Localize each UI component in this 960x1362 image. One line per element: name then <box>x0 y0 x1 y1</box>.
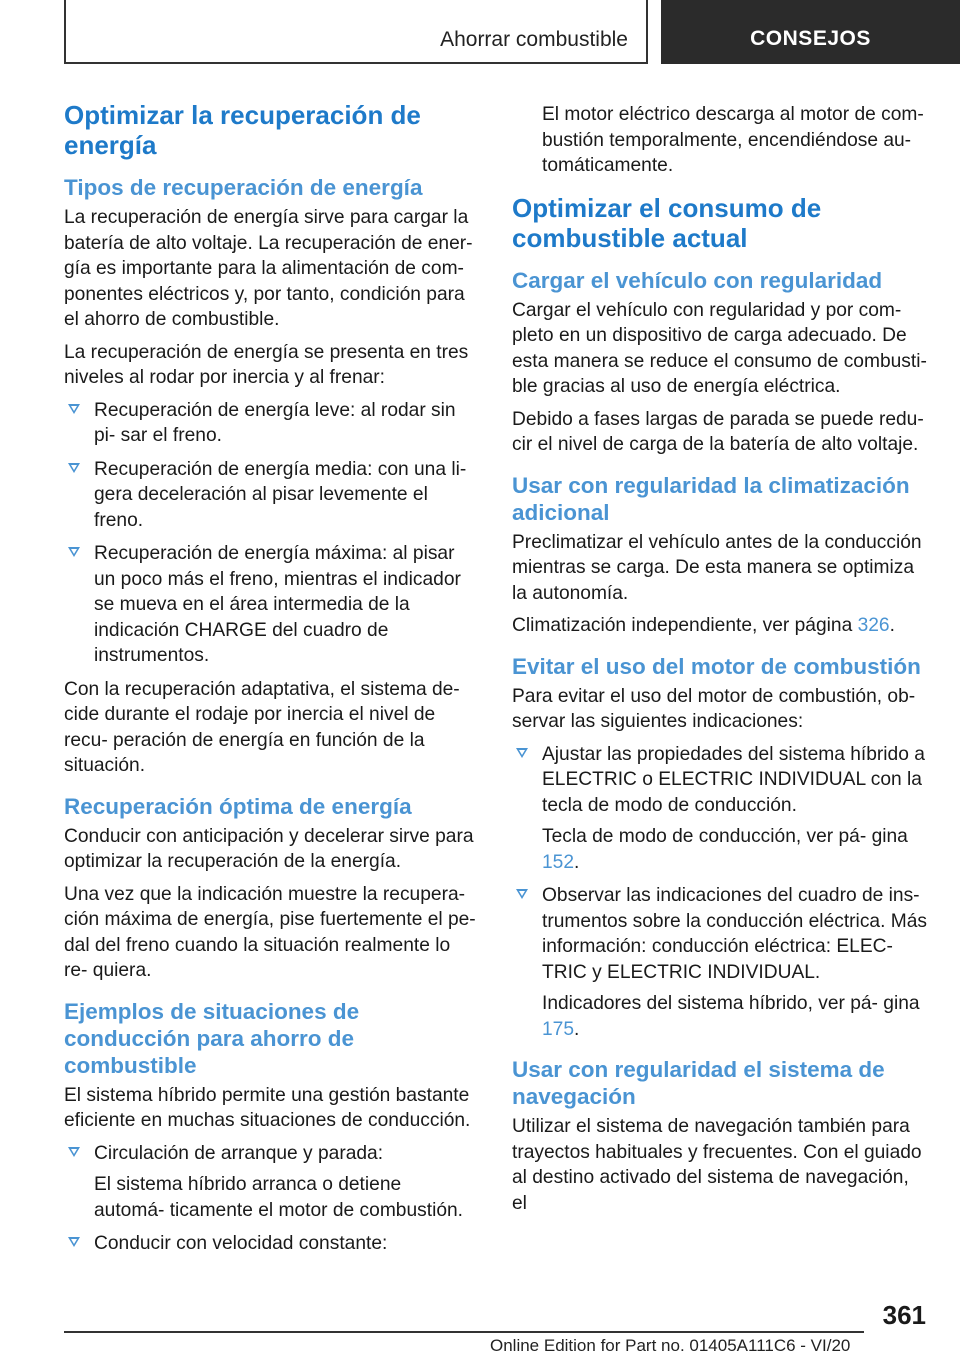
paragraph: Preclimatizar el vehículo antes de la conducción mientras se carga. De esta manera se optimiza la autonomía. <box>512 531 922 604</box>
page-link-326[interactable]: 326 <box>857 615 890 636</box>
paragraph: El sistema híbrido permite una gestión bastante eficiente en muchas situaciones de conducción. <box>64 1084 471 1131</box>
paragraph: Utilizar el sistema de navegación también para trayectos habituales y frecuentes. Con el guiado al destino activado del sistema de navegación, el <box>512 1116 922 1214</box>
page-link-175[interactable]: 175 <box>542 1018 575 1040</box>
header-frame <box>64 0 648 64</box>
paragraph: Para evitar el uso del motor de combustión, ob‐ servar las siguientes indicaciones: <box>512 685 916 732</box>
avoid-combustion-list <box>512 742 928 1043</box>
heading-optimize-consumption: Optimizar el consumo de combustible actual <box>512 192 822 253</box>
paragraph: Una vez que la indicación muestre la recupera‐ ción máxima de energía, pise fuertemente el pe‐ dal del freno cuando la situación realmente lo re‐ quiera. <box>64 883 476 981</box>
footer-divider <box>64 1331 864 1333</box>
triangle-bullet-icon <box>68 463 80 473</box>
list-item: Recuperación de energía media: con una li‐ gera deceleración al pisar levemente el freno. <box>64 457 476 534</box>
driving-examples-list <box>64 1141 476 1257</box>
heading-avoid-combustion: Evitar el uso del motor de combustión <box>512 653 921 679</box>
list-item: Recuperación de energía máxima: al pisar un poco más el freno, mientras el indicador se mueva en el área intermedia de la indicación CHARGE del cuadro de instrumentos. <box>64 541 476 669</box>
recovery-levels-list <box>64 398 476 669</box>
paragraph: Cargar el vehículo con regularidad y por com‐ pleto en un dispositivo de carga adecuado. De esta manera se reduce el consumo de combusti‐ ble gracias al uso de energía eléctrica. <box>512 299 927 397</box>
triangle-bullet-icon <box>516 748 528 758</box>
heading-recovery-types: Tipos de recuperación de energía <box>64 175 423 200</box>
heading-charge-regularly: Cargar el vehículo con regularidad <box>512 267 883 293</box>
triangle-bullet-icon <box>68 404 80 414</box>
paragraph: Climatización independiente, ver página 326. <box>512 615 895 636</box>
list-item: Circulación de arranque y parada: El sistema híbrido arranca o detiene automá‐ ticamente el motor de combustión. <box>64 1141 476 1224</box>
list-item: Observar las indicaciones del cuadro de ins‐ trumentos sobre la conducción eléctrica. Más información: conducción eléctrica: ELEC‐ TRIC y ELECTRIC INDIVIDUAL. Indicadores del sistema híbrido, ver pá‐ gina 175. <box>512 883 928 1042</box>
heading-use-navigation: Usar con regularidad el sistema de navegación <box>512 1057 885 1109</box>
paragraph: La recuperación de energía sirve para cargar la batería de alto voltaje. La recuperación de ener‐ gía es importante para la alimentación de com‐ ponentes eléctricos y, por tanto, condición para el ahorro de combustible. <box>64 207 473 330</box>
chapter-tab: CONSEJOS <box>661 0 960 64</box>
heading-driving-examples: Ejemplos de situaciones de conducción para ahorro de combustible <box>64 998 360 1078</box>
paragraph: Con la recuperación adaptativa, el sistema de‐ cide durante el rodaje por inercia el nivel de recu‐ peración de energía en función de la situación. <box>64 678 460 776</box>
heading-optimal-recovery: Recuperación óptima de energía <box>64 793 412 819</box>
heading-auxiliary-climate: Usar con regularidad la climatización adicional <box>512 472 910 525</box>
paragraph: Conducir con anticipación y decelerar sirve para optimizar la recuperación de la energía. <box>64 825 474 872</box>
section-title: Ahorrar combustible <box>440 28 628 51</box>
page-number: 361 <box>882 1300 926 1330</box>
triangle-bullet-icon <box>68 547 80 557</box>
right-column <box>512 100 928 1223</box>
paragraph: Debido a fases largas de parada se puede redu‐ cir el nivel de carga de la batería de alto voltaje. <box>512 408 924 455</box>
list-item: Recuperación de energía leve: al rodar sin pi‐ sar el freno. <box>64 398 476 449</box>
triangle-bullet-icon <box>516 889 528 899</box>
list-item-detail: Tecla de modo de conducción, ver pá‐ gina 152. <box>542 826 908 873</box>
list-item: Ajustar las propiedades del sistema híbrido a ELECTRIC o ELECTRIC INDIVIDUAL con la tecla de modo de conducción. Tecla de modo de conducción, ver pá‐ gina 152. <box>512 742 928 876</box>
list-item-continuation: El motor eléctrico descarga al motor de com‐ bustión temporalmente, encendiéndose au‐ tomáticamente. <box>542 104 924 176</box>
list-item-detail: Indicadores del sistema híbrido, ver pá‐ gina 175. <box>542 993 920 1040</box>
triangle-bullet-icon <box>68 1147 80 1157</box>
triangle-bullet-icon <box>68 1237 80 1247</box>
edition-note: Online Edition for Part no. 01405A111C6 - VI/20 <box>490 1336 851 1355</box>
list-item-detail: El sistema híbrido arranca o detiene automá‐ ticamente el motor de combustión. <box>94 1174 464 1221</box>
page-link-152[interactable]: 152 <box>542 851 575 873</box>
page-header <box>64 0 960 66</box>
list-item: Conducir con velocidad constante: <box>64 1231 476 1257</box>
left-column <box>64 100 476 1265</box>
paragraph: La recuperación de energía se presenta en tres niveles al rodar por inercia y al frenar: <box>64 341 469 388</box>
heading-optimize-recovery: Optimizar la recuperación de energía <box>64 100 421 160</box>
